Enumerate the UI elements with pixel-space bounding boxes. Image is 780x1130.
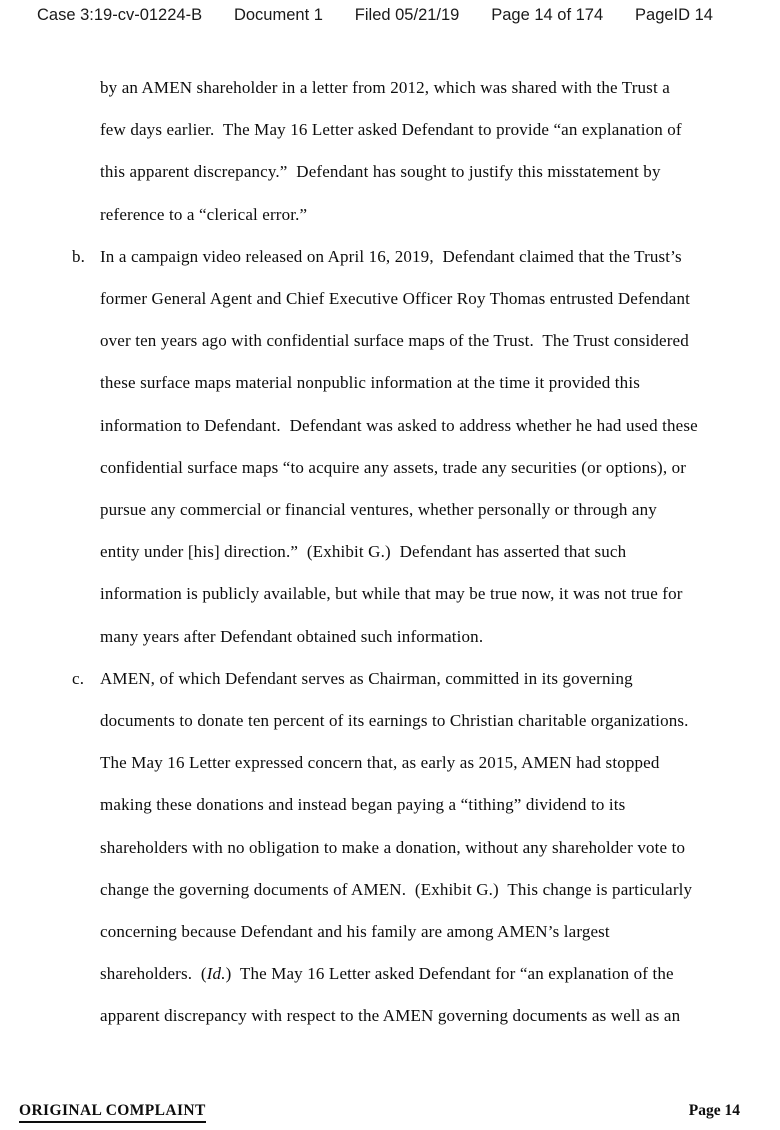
text-line: many years after Defendant obtained such information. bbox=[100, 626, 484, 646]
citation-italic: Id. bbox=[206, 964, 226, 984]
stamp-pageid: PageID 14 bbox=[635, 6, 713, 24]
text-line bbox=[100, 953, 745, 995]
text-line: shareholders with no obligation to make a donation, without any shareholder vote to bbox=[100, 837, 686, 857]
text-line: by an AMEN shareholder in a letter from 2012, which was shared with the Trust a bbox=[100, 78, 670, 97]
stamp-document-number: Document 1 bbox=[233, 6, 323, 24]
page-footer bbox=[19, 1102, 740, 1123]
text-line: b. In a campaign video released on April 16, 2019, Defendant claimed that the Trust’s bbox=[100, 236, 745, 278]
text-line: information is publicly available, but while that may be true now, it was not true for bbox=[100, 584, 683, 604]
paragraph bbox=[72, 236, 745, 658]
text-line: concerning because Defendant and his family are among AMEN’s largest bbox=[100, 922, 610, 942]
list-item-marker: c. bbox=[72, 668, 85, 688]
text-segment: shareholders. ( bbox=[100, 964, 207, 984]
text-line: c. AMEN, of which Defendant serves as Chairman, committed in its governing bbox=[100, 658, 745, 700]
court-header-stamp bbox=[37, 6, 713, 25]
text-line: former General Agent and Chief Executive Officer Roy Thomas entrusted Defendant bbox=[100, 289, 690, 309]
text-line: change the governing documents of AMEN. (Exhibit G.) This change is particularly bbox=[100, 879, 693, 899]
list-item-marker: b. bbox=[72, 246, 86, 266]
text-line: these surface maps material nonpublic information at the time it provided this bbox=[100, 373, 640, 393]
footer-page-number: Page 14 bbox=[688, 1102, 740, 1119]
text-line: entity under [his] direction.” (Exhibit G.) Defendant has asserted that such bbox=[100, 542, 627, 562]
text-line: few days earlier. The May 16 Letter asked Defendant to provide “an explanation of bbox=[100, 120, 682, 140]
text-line: reference to a “clerical error.” bbox=[100, 204, 308, 224]
text-line: pursue any commercial or financial ventures, whether personally or through any bbox=[100, 500, 657, 520]
text-line: documents to donate ten percent of its earnings to Christian charitable organizations. bbox=[100, 711, 689, 731]
paragraph bbox=[72, 658, 745, 1038]
text-line: confidential surface maps “to acquire any assets, trade any securities (or options), or bbox=[100, 457, 687, 477]
stamp-filed-date: Filed 05/21/19 bbox=[354, 6, 460, 24]
text-line: The May 16 Letter expressed concern that, as early as 2015, AMEN had stopped bbox=[100, 753, 660, 773]
text-segment: ) The May 16 Letter asked Defendant for “an explanation of the bbox=[225, 964, 674, 984]
text-line: this apparent discrepancy.” Defendant has sought to justify this misstatement by bbox=[100, 162, 661, 182]
text-line: information to Defendant. Defendant was asked to address whether he had used these bbox=[100, 415, 698, 435]
document-body bbox=[72, 67, 745, 1038]
footer-document-title: ORIGINAL COMPLAINT bbox=[19, 1102, 206, 1123]
stamp-page-count: Page 14 of 174 bbox=[491, 6, 604, 24]
text-line: over ten years ago with confidential surface maps of the Trust. The Trust considered bbox=[100, 331, 689, 351]
paragraph bbox=[100, 67, 745, 236]
text-line: making these donations and instead began paying a “tithing” dividend to its bbox=[100, 795, 626, 815]
stamp-case-number: Case 3:19-cv-01224-B bbox=[37, 6, 203, 24]
text-line: apparent discrepancy with respect to the AMEN governing documents as well as an bbox=[100, 1006, 681, 1026]
